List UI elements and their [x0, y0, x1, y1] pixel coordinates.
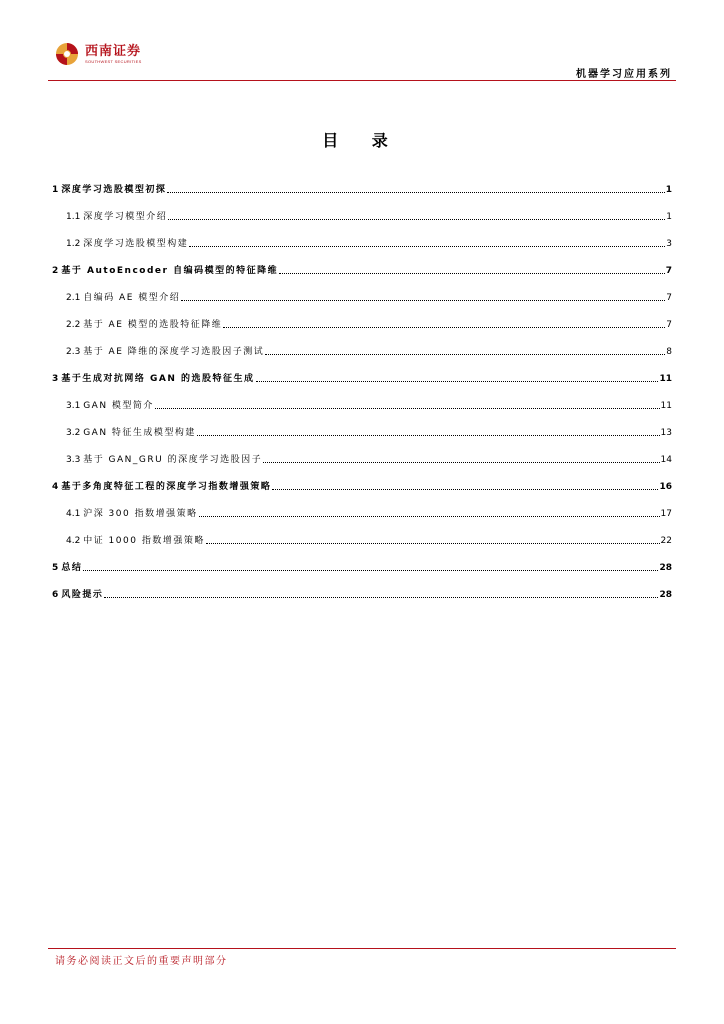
toc-entry-title: GAN 模型简介: [83, 401, 154, 411]
toc-entry-page: 11: [660, 401, 672, 411]
footer-divider: [48, 948, 676, 949]
toc-entry[interactable]: [52, 438, 672, 465]
toc-entry-title: 基于 GAN_GRU 的深度学习选股因子: [83, 455, 263, 465]
toc-entry-page: 16: [659, 482, 672, 492]
toc-entry-number: 1.1: [66, 212, 84, 222]
toc-entry[interactable]: [52, 384, 672, 411]
toc-entry-number: 6: [52, 590, 62, 600]
toc-leader-dots: [272, 488, 658, 490]
toc-leader-dots: [223, 326, 665, 328]
toc-entry-number: 4: [52, 482, 62, 492]
toc-entry-title: GAN 特征生成模型构建: [83, 428, 196, 438]
logo-name-en: SOUTHWEST SECURITIES: [85, 58, 142, 64]
toc-entry-number: 3.1: [66, 401, 84, 411]
toc-leader-dots: [206, 542, 660, 544]
toc-entry-title: 深度学习选股模型构建: [83, 239, 189, 249]
toc-entry-title: 基于 AE 降维的深度学习选股因子测试: [83, 347, 265, 357]
toc-entry-title: 沪深 300 指数增强策略: [83, 509, 198, 519]
toc-entry-number: 1.2: [66, 239, 84, 249]
toc-entry[interactable]: [52, 222, 672, 249]
toc-leader-dots: [197, 434, 660, 436]
toc-entry-page: 7: [666, 320, 672, 330]
toc-entry-page: 1: [666, 212, 672, 222]
toc-leader-dots: [83, 569, 658, 571]
toc-entry-title: 自编码 AE 模型介绍: [83, 293, 181, 303]
toc-entry-title: 基于 AutoEncoder 自编码模型的特征降维: [61, 266, 279, 276]
toc-entry-number: 2.3: [66, 347, 84, 357]
toc-entry[interactable]: [52, 357, 672, 384]
toc-entry-page: 14: [660, 455, 672, 465]
toc-entry[interactable]: [52, 168, 672, 195]
toc-entry-page: 17: [660, 509, 672, 519]
toc-entry-page: 7: [665, 266, 672, 276]
toc-entry-title: 深度学习模型介绍: [83, 212, 168, 222]
toc-entry[interactable]: [52, 276, 672, 303]
toc-entry-title: 基于生成对抗网络 GAN 的选股特征生成: [61, 374, 255, 384]
toc-entry-page: 13: [660, 428, 672, 438]
header-divider: [48, 80, 676, 81]
footer-disclaimer: 请务必阅读正文后的重要声明部分: [55, 956, 228, 967]
toc-entry[interactable]: [52, 465, 672, 492]
toc-entry-page: 1: [665, 185, 672, 195]
toc-entry-number: 4.1: [66, 509, 84, 519]
toc-entry-number: 4.2: [66, 536, 84, 546]
toc-entry-page: 7: [666, 293, 672, 303]
toc-entry-title: 深度学习选股模型初探: [61, 185, 167, 195]
toc-entry-number: 1: [52, 185, 62, 195]
toc-entry-page: 11: [659, 374, 672, 384]
company-logo: [55, 42, 142, 66]
toc-entry[interactable]: [52, 546, 672, 573]
table-of-contents: [52, 168, 672, 600]
toc-entry[interactable]: [52, 492, 672, 519]
toc-entry[interactable]: [52, 195, 672, 222]
toc-entry-title: 基于 AE 模型的选股特征降维: [83, 320, 223, 330]
toc-entry-title: 总结: [61, 563, 83, 573]
toc-leader-dots: [263, 461, 659, 463]
toc-entry-page: 3: [666, 239, 672, 249]
logo-emblem-icon: [55, 42, 79, 66]
toc-entry-number: 2.2: [66, 320, 84, 330]
toc-entry-number: 2: [52, 266, 62, 276]
toc-entry-title: 中证 1000 指数增强策略: [83, 536, 205, 546]
page-header: [0, 0, 724, 90]
toc-heading: 目 录: [322, 131, 402, 150]
toc-entry[interactable]: [52, 573, 672, 600]
toc-entry-number: 3.2: [66, 428, 84, 438]
toc-entry-page: 28: [659, 563, 672, 573]
toc-entry-page: 22: [660, 536, 672, 546]
toc-entry-number: 3.3: [66, 455, 84, 465]
toc-entry-number: 2.1: [66, 293, 84, 303]
toc-leader-dots: [199, 515, 660, 517]
toc-leader-dots: [181, 299, 665, 301]
toc-leader-dots: [265, 353, 665, 355]
toc-leader-dots: [279, 272, 665, 274]
logo-name-cn: 西南证券: [85, 43, 142, 59]
toc-leader-dots: [189, 245, 665, 247]
series-title: 机器学习应用系列: [576, 69, 672, 80]
toc-entry-title: 风险提示: [61, 590, 104, 600]
toc-entry-number: 3: [52, 374, 62, 384]
toc-entry-number: 5: [52, 563, 62, 573]
toc-leader-dots: [167, 191, 664, 193]
toc-leader-dots: [155, 407, 660, 409]
toc-entry[interactable]: [52, 303, 672, 330]
toc-entry[interactable]: [52, 519, 672, 546]
toc-entry[interactable]: [52, 330, 672, 357]
toc-entry-page: 28: [659, 590, 672, 600]
toc-leader-dots: [168, 218, 665, 220]
toc-leader-dots: [256, 380, 659, 382]
toc-leader-dots: [104, 596, 658, 598]
toc-entry-title: 基于多角度特征工程的深度学习指数增强策略: [61, 482, 272, 492]
toc-entry[interactable]: [52, 411, 672, 438]
toc-entry-page: 8: [666, 347, 672, 357]
toc-entry[interactable]: [52, 249, 672, 276]
